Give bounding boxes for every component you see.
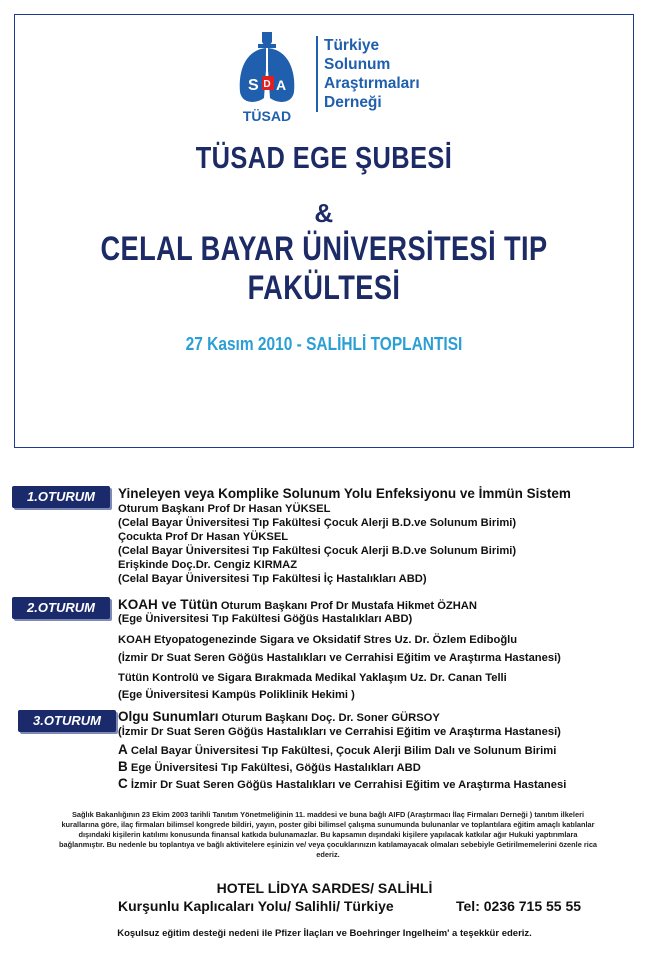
session-line [118, 776, 566, 791]
hotel-address: Kurşunlu Kaplıcaları Yolu/ Salihli/ Türkiye [118, 898, 394, 914]
session-line: KOAH Etyopatogenezinde Sigara ve Oksidatif Stres Uz. Dr. Özlem Ediboğlu [118, 634, 518, 646]
session-badge-1: 1.OTURUM [12, 486, 110, 508]
session-line: (Ege Üniversitesi Kampüs Poliklinik Hekimi ) [118, 689, 355, 701]
logo-text [316, 36, 420, 112]
session-line: (Celal Bayar Üniversitesi Tıp Fakültesi Çocuk Alerji B.D.ve Solunum Birimi) [118, 517, 517, 529]
tusad-logo [236, 30, 446, 130]
title-cbu: CELAL BAYAR ÜNİVERSİTESİ TIP FAKÜLTESİ [100, 230, 548, 307]
session-line [118, 597, 477, 612]
session-badge-2: 2.OTURUM [12, 597, 110, 619]
logo-text-line: Araştırmaları [324, 75, 420, 92]
session-line: Oturum Başkanı Prof Dr Hasan YÜKSEL [118, 503, 331, 515]
session-badge-3: 3.OTURUM [18, 710, 116, 732]
session-line-text: İzmir Dr Suat Seren Göğüs Hastalıkları ve Cerrahisi Eğitim ve Araştırma Hastanesi [127, 779, 567, 791]
session-line: (İzmir Dr Suat Seren Göğüs Hastalıkları ve Cerrahisi Eğitim ve Araştırma Hastanesi) [118, 652, 561, 664]
session-line-text: Ege Üniversitesi Tıp Fakültesi, Göğüs Hastalıkları ABD [127, 762, 421, 774]
title-ampersand: & [314, 198, 334, 228]
session-line [118, 742, 556, 757]
session-line: (Celal Bayar Üniversitesi Tıp Fakültesi İç Hastalıkları ABD) [118, 573, 427, 585]
session-line: Erişkinde Doç.Dr. Cengiz KIRMAZ [118, 559, 298, 571]
session-line: Tütün Kontrolü ve Sigara Bırakmada Medikal Yaklaşım Uz. Dr. Canan Telli [118, 672, 507, 684]
hotel-phone: Tel: 0236 715 55 55 [456, 898, 582, 914]
logo-text-line: Solunum [324, 56, 391, 73]
session-lead: B [118, 759, 128, 774]
session-line [118, 709, 440, 724]
session-line: (Celal Bayar Üniversitesi Tıp Fakültesi Çocuk Alerji B.D.ve Solunum Birimi) [118, 545, 517, 557]
session-line-text: Oturum Başkanı Doç. Dr. Soner GÜRSOY [218, 712, 440, 724]
session-line: Çocukta Prof Dr Hasan YÜKSEL [118, 531, 289, 543]
hotel-name: HOTEL LİDYA SARDES/ SALİHLİ [216, 880, 433, 896]
session-line: Yineleyen veya Komplike Solunum Yolu Enfeksiyonu ve İmmün Sistem [118, 486, 571, 501]
svg-text:S: S [248, 77, 259, 94]
session-lead: A [118, 742, 128, 757]
title-tusad-ege: TÜSAD EGE ŞUBESİ [195, 140, 453, 175]
session-lead: Olgu Sunumları [118, 709, 219, 724]
logo-text-line: Türkiye [324, 37, 380, 54]
logo-text-line: Derneği [324, 94, 382, 111]
session-line [118, 759, 421, 774]
svg-text:A: A [276, 77, 287, 93]
session-line: (İzmir Dr Suat Seren Göğüs Hastalıkları ve Cerrahisi Eğitim ve Araştırma Hastanesi) [118, 726, 561, 738]
session-line-text: Oturum Başkanı Prof Dr Mustafa Hikmet ÖZHAN [217, 600, 477, 612]
svg-text:D: D [263, 79, 271, 90]
meeting-date: 27 Kasım 2010 - SALİHLİ TOPLANTISI [185, 334, 463, 354]
logo-brand: TÜSAD [242, 108, 292, 124]
sponsor-thanks: Koşulsuz eğitim desteği nedeni ile Pfizer İlaçları ve Boehringer Ingelheim' a teşekkür ederiz. [117, 928, 532, 939]
disclaimer-text: Sağlık Bakanlığının 23 Ekim 2003 tarihli Tanıtım Yönetmeliğinin 11. maddesi ve buna bağlı AIFD (Araştırmacı İlaç Firmaları Derneği ) tanıtım ilkeleri kurallarına göre, ilaç firmaları bilimsel kongrede bildiri, yayın, poster gibi bilimsel çalışma sunumunda bulunanlar ve toplantılara eğitim amaçlı katılanlar dışındaki kişilerin katılımı konusunda finansal katkıda bulunamazlar. Bu kapsamın dışındaki kişilere yapılacak katkılar ağır Hukuki yaptırımlara bağlanmıştır. Bu nedenle bu toplantıya ve bağlı aktivitelere eşinizin ve/ veya çocuklarınızın katılamayacak olmaları sebebiyle Getirilmemelerini özenle rica ederiz. [58, 810, 598, 859]
session-lead: KOAH ve Tütün [118, 597, 218, 612]
session-lead: C [118, 776, 128, 791]
session-line-text: Celal Bayar Üniversitesi Tıp Fakültesi, Çocuk Alerji Bilim Dalı ve Solunum Birimi [127, 745, 557, 757]
session-line: (Ege Üniversitesi Tıp Fakültesi Göğüs Hastalıkları ABD) [118, 613, 413, 625]
